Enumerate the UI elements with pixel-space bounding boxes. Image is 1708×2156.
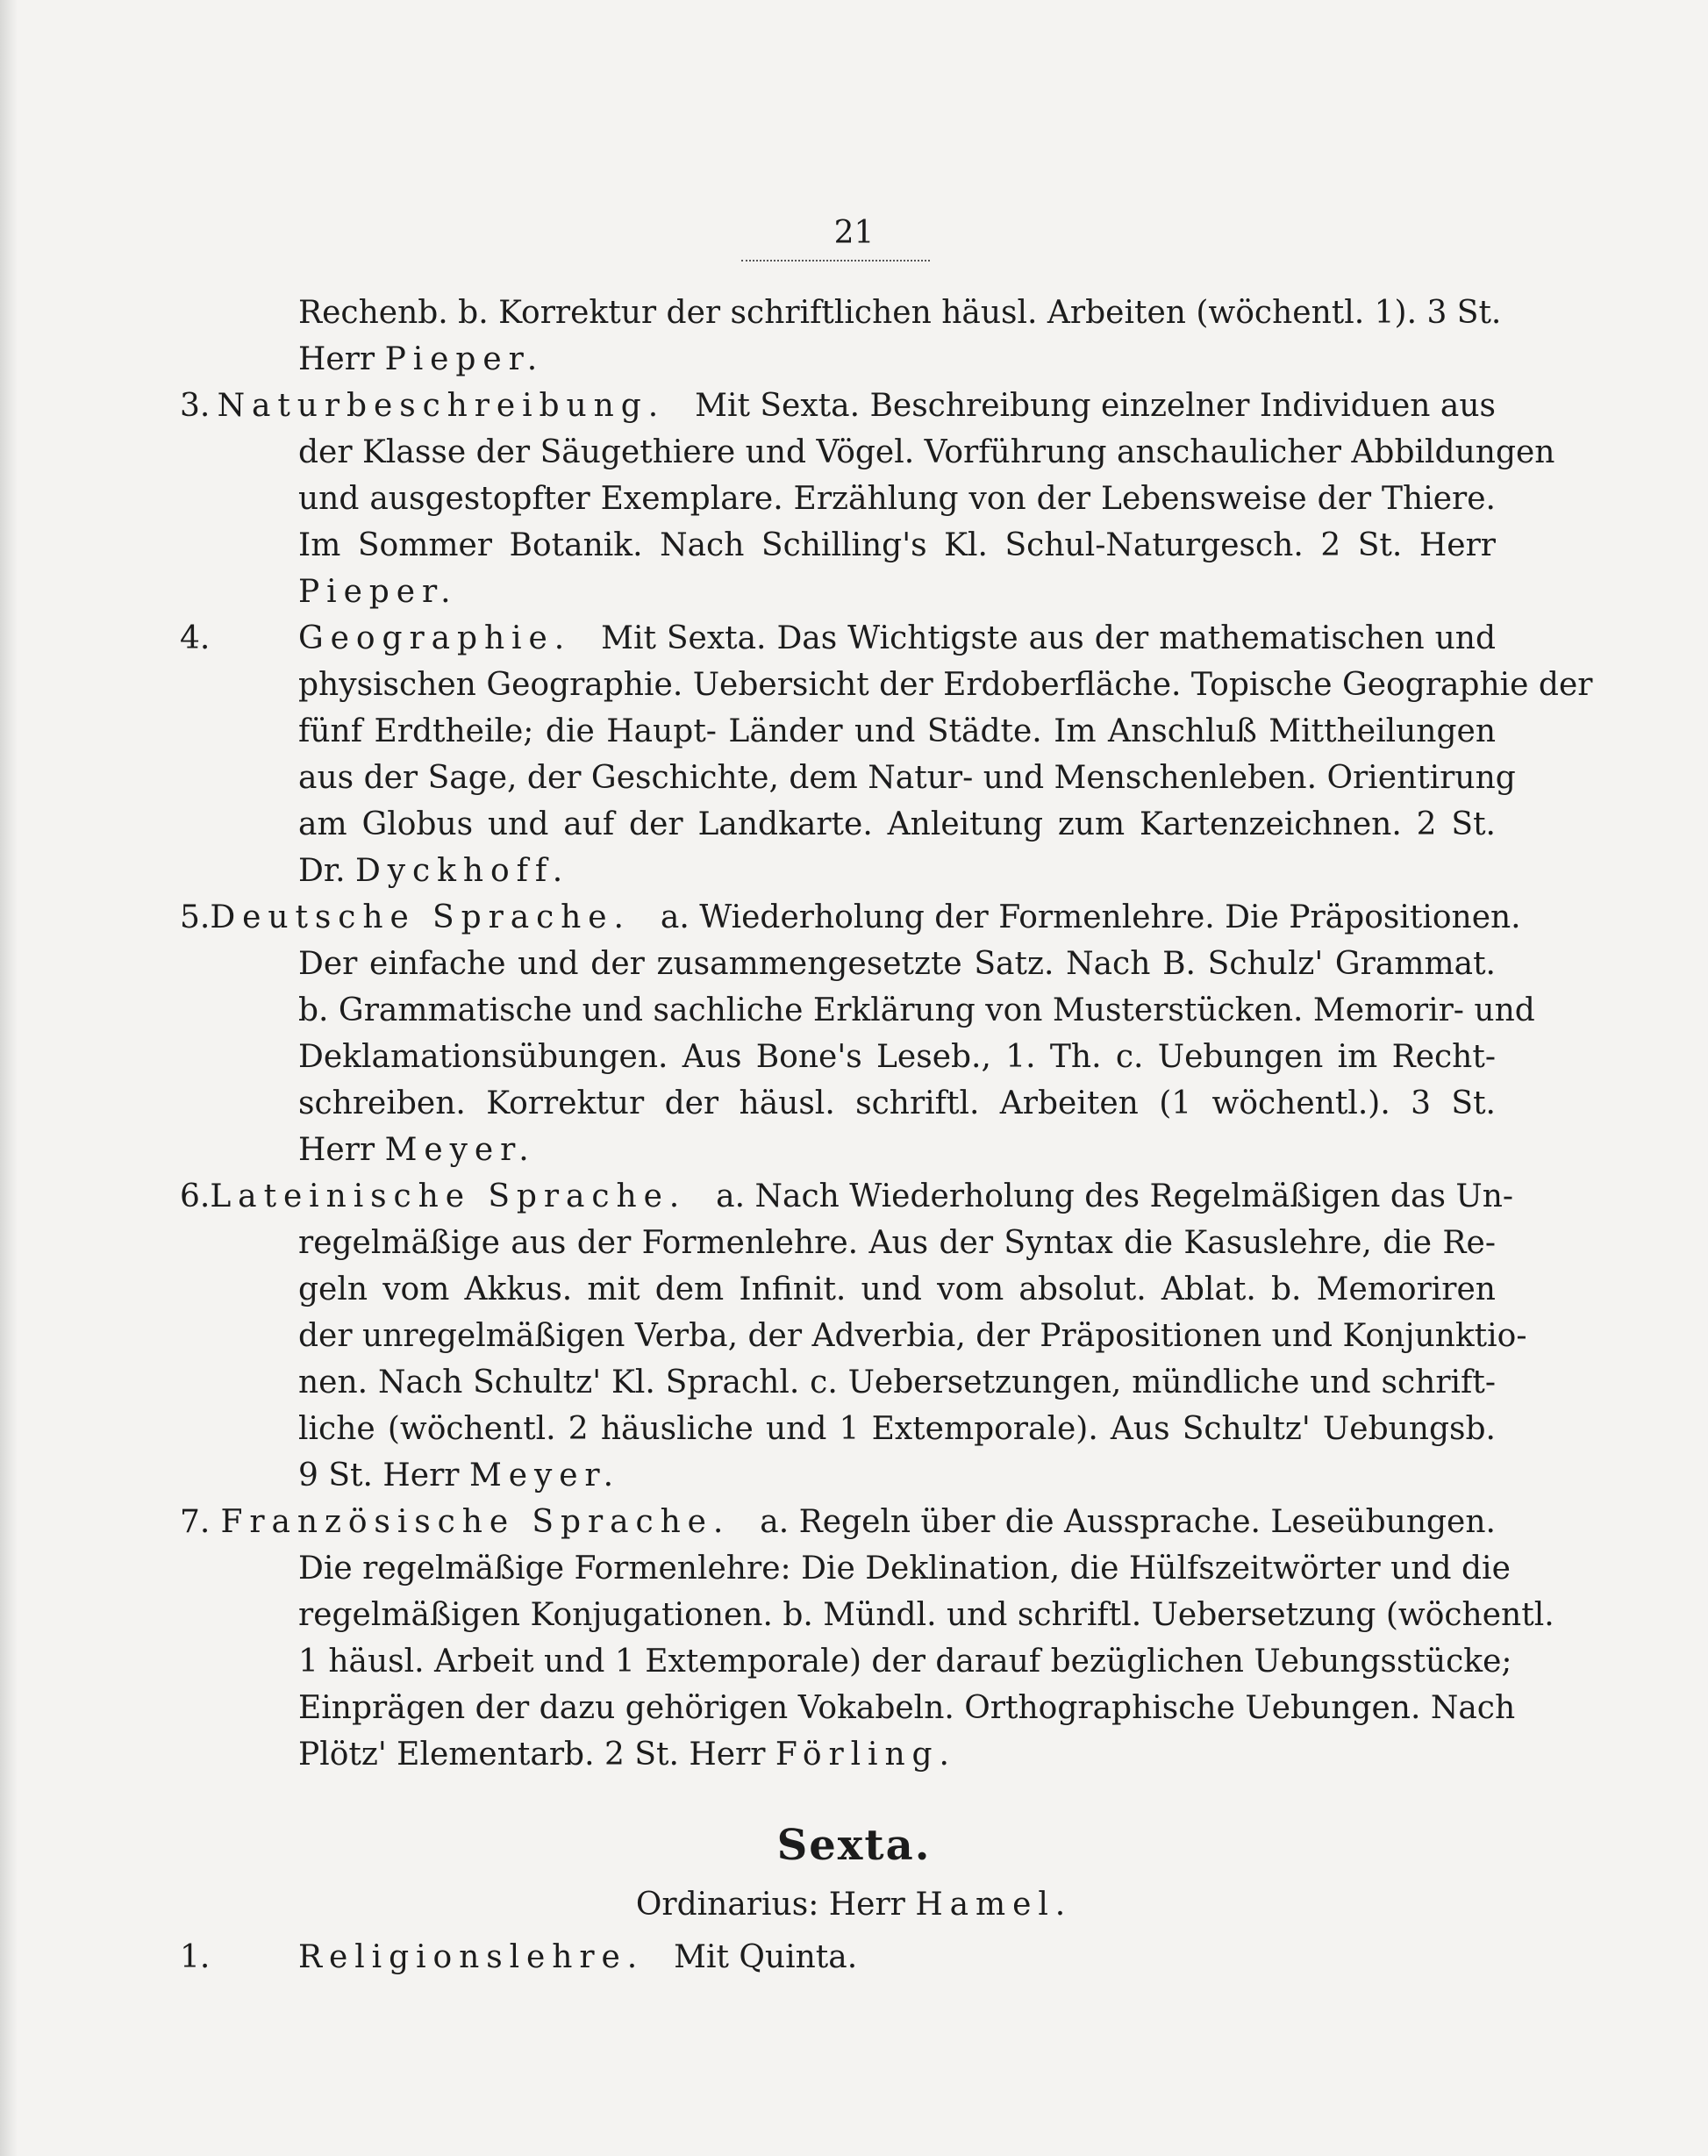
text-line: Deklamationsübungen. Aus Bone's Leseb., 1. Th. c. Uebungen im Recht- bbox=[298, 1039, 1496, 1075]
page-number: 21 bbox=[833, 215, 875, 251]
text-line: Im Sommer Botanik. Nach Schilling's Kl. Schul-Naturgesch. 2 St. Herr bbox=[298, 527, 1496, 563]
teacher-name: Hamel. bbox=[915, 1887, 1073, 1923]
text-line bbox=[180, 1127, 1496, 1173]
body-text bbox=[180, 290, 1593, 1778]
entry-number: 1. bbox=[180, 1939, 211, 1975]
text-line: regelmäßigen Konjugationen. b. Mündl. und schriftl. Uebersetzung (wöchentl. bbox=[298, 1597, 1554, 1633]
text-line: geln vom Akkus. mit dem Infinit. und vom absolut. Ablat. b. Memoriren bbox=[298, 1271, 1496, 1307]
subject-title: Lateinische Sprache. bbox=[210, 1178, 687, 1214]
text-line: liche (wöchentl. 2 häusliche und 1 Extemporale). Aus Schultz' Uebungsb. bbox=[298, 1411, 1496, 1447]
entry-first-line bbox=[180, 1499, 1496, 1545]
subject-title: Naturbeschreibung. bbox=[217, 388, 666, 424]
entry-first-line bbox=[180, 894, 1521, 941]
entry-first-line bbox=[180, 1939, 857, 1975]
text-line bbox=[180, 336, 1496, 383]
teacher-name: Pieper. bbox=[384, 341, 545, 377]
text-line: Der einfache und der zusammengesetzte Satz. Nach B. Schulz' Grammat. bbox=[298, 946, 1496, 982]
teacher-name: Dyckhoff. bbox=[355, 853, 570, 889]
text-fragment: a. Regeln über die Aussprache. Leseübungen. bbox=[760, 1504, 1496, 1540]
teacher-name: Meyer. bbox=[384, 1132, 536, 1168]
subject-title: Französische Sprache. bbox=[220, 1504, 731, 1540]
subject-title: Geographie. bbox=[298, 620, 572, 656]
entry-first-line bbox=[180, 383, 1496, 429]
entry-number: 7. bbox=[180, 1504, 211, 1540]
entry-first-line bbox=[180, 615, 1496, 662]
text-fragment: Dr. bbox=[298, 853, 346, 889]
text-fragment: Herr bbox=[298, 341, 375, 377]
text-fragment: 9 St. Herr bbox=[298, 1458, 460, 1493]
text-fragment: Mit Sexta. Das Wichtigste aus der mathematischen und bbox=[601, 620, 1496, 656]
entry-number: 5. bbox=[180, 899, 211, 935]
entry-number: 3. bbox=[180, 388, 211, 424]
entry-number: 4. bbox=[180, 620, 211, 656]
teacher-name: Förling. bbox=[775, 1737, 956, 1773]
text-line bbox=[180, 1731, 1496, 1778]
text-line: schreiben. Korrektur der häusl. schriftl. Arbeiten (1 wöchentl.). 3 St. bbox=[298, 1085, 1496, 1121]
page-number-rule bbox=[741, 260, 930, 261]
text-fragment: Mit Sexta. Beschreibung einzelner Individuen aus bbox=[695, 388, 1496, 424]
text-line: aus der Sage, der Geschichte, dem Natur- und Menschenleben. Orientirung bbox=[298, 760, 1516, 796]
text-fragment: Plötz' Elementarb. 2 St. Herr bbox=[298, 1737, 766, 1773]
teacher-name: Pieper. bbox=[298, 574, 458, 610]
text-line: der Klasse der Säugethiere und Vögel. Vorführung anschaulicher Abbildungen bbox=[298, 434, 1555, 470]
text-line: Einprägen der dazu gehörigen Vokabeln. Orthographische Uebungen. Nach bbox=[298, 1690, 1516, 1726]
text-fragment: Mit Quinta. bbox=[674, 1939, 858, 1975]
text-line: nen. Nach Schultz' Kl. Sprachl. c. Uebersetzungen, mündliche und schrift- bbox=[298, 1365, 1496, 1400]
text-line: fünf Erdtheile; die Haupt- Länder und Städte. Im Anschluß Mittheilungen bbox=[298, 713, 1496, 749]
text-fragment: Ordinarius: Herr bbox=[635, 1887, 905, 1923]
teacher-name: Meyer. bbox=[468, 1458, 620, 1493]
subject-title: Deutsche Sprache. bbox=[210, 899, 631, 935]
entry-number: 6. bbox=[180, 1178, 211, 1214]
text-line bbox=[180, 1452, 1496, 1499]
text-line bbox=[180, 569, 1496, 615]
text-line: Rechenb. b. Korrektur der schriftlichen häusl. Arbeiten (wöchentl. 1). 3 St. bbox=[298, 295, 1502, 331]
text-fragment: a. Nach Wiederholung des Regelmäßigen das Un- bbox=[716, 1178, 1514, 1214]
text-line: am Globus und auf der Landkarte. Anleitung zum Kartenzeichnen. 2 St. bbox=[298, 806, 1496, 842]
text-line: der unregelmäßigen Verba, der Adverbia, der Präpositionen und Konjunktio- bbox=[298, 1318, 1527, 1354]
text-line: b. Grammatische und sachliche Erklärung von Musterstücken. Memorir- und bbox=[298, 992, 1535, 1028]
text-fragment: a. Wiederholung der Formenlehre. Die Präpositionen. bbox=[660, 899, 1521, 935]
entry-first-line bbox=[180, 1173, 1514, 1220]
text-line: physischen Geographie. Uebersicht der Erdoberfläche. Topische Geographie der bbox=[298, 667, 1593, 703]
text-line: und ausgestopfter Exemplare. Erzählung von der Lebensweise der Thiere. bbox=[298, 481, 1496, 517]
subject-title: Religionslehre. bbox=[298, 1939, 645, 1975]
text-line: 1 häusl. Arbeit und 1 Extemporale) der darauf bezüglichen Uebungsstücke; bbox=[298, 1644, 1512, 1680]
text-line: regelmäßige aus der Formenlehre. Aus der Syntax die Kasuslehre, die Re- bbox=[298, 1225, 1496, 1261]
section-heading: Sexta. bbox=[776, 1821, 932, 1870]
text-fragment: Herr bbox=[298, 1132, 375, 1168]
ordinarius-line bbox=[0, 1887, 1708, 1923]
text-line: Die regelmäßige Formenlehre: Die Deklination, die Hülfszeitwörter und die bbox=[298, 1551, 1511, 1587]
text-line bbox=[180, 848, 1496, 894]
